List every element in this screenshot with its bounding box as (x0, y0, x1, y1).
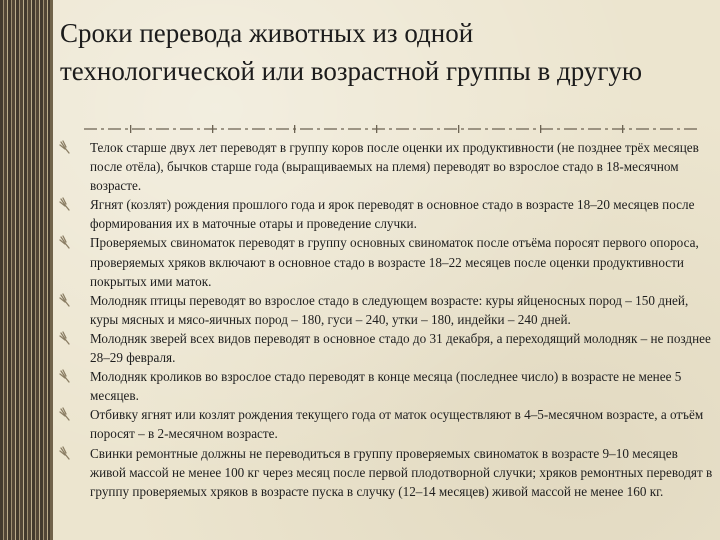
list-item-text: Проверяемых свиноматок переводят в группу основных свиноматок после отъёма поросят первого опороса, проверяемых хряков включают в основное стадо в возрасте 18–22 месяцев после оценки продуктивности покрытых ими маток. (90, 235, 699, 289)
list-item-text: Молодняк зверей всех видов переводят в основное стадо до 31 декабря, а переходящий молодняк – не позднее 28–29 февраля. (90, 330, 711, 366)
list-item (58, 291, 714, 329)
slide-title-line: технологической или возрастной группы в другую (60, 56, 643, 86)
list-item (58, 367, 714, 405)
list-item-text: Молодняк кроликов во взрослое стадо переводят в конце месяца (последнее число) в возрасте не менее 5 месяцев. (90, 369, 682, 404)
bullet-list (58, 138, 714, 501)
list-item (58, 444, 714, 501)
dashed-divider-icon (84, 124, 699, 134)
list-item-text: Отбивку ягнят или козлят рождения текущего года от маток осуществляют в 4–5-месячном возрасте, а отъём поросят – в 2-месячном возрасте. (90, 407, 704, 442)
list-item-text: Свинки ремонтные должны не переводиться в группу проверяемых свиноматок в возрасте 9–10 месяцев живой массой не менее 100 кг через месяц после первой плодотворной случки; хряков ремонтных переводят в группу проверяемых хряков в возрасте пуска в случку (12–14 месяцев) живой массой не менее 160 кг. (90, 445, 713, 499)
reed-bullet-icon (58, 369, 72, 383)
list-item (58, 405, 714, 443)
reed-bullet-icon (58, 293, 72, 307)
slide-title-line: Сроки перевода животных из одной (60, 18, 474, 48)
reed-bullet-icon (58, 140, 72, 154)
list-item (58, 233, 714, 290)
list-item (58, 329, 714, 367)
reed-bullet-icon (58, 235, 72, 249)
slide-title (60, 14, 710, 90)
list-item-text: Телок старше двух лет переводят в группу коров после оценки их продуктивности (не позднее трёх месяцев после отёла), бычков старше года (выращиваемых на племя) переводят во взрослое стадо в 18-месячном возрасте. (90, 140, 699, 194)
list-item-text: Ягнят (козлят) рождения прошлого года и ярок переводят в основное стадо в возрасте 18–20 месяцев после формирования их в маточные отары и проведение случки. (90, 197, 695, 232)
list-item (58, 195, 714, 233)
reed-bullet-icon (58, 446, 72, 460)
list-item (58, 138, 714, 195)
book-binding-strip (0, 0, 53, 540)
reed-bullet-icon (58, 407, 72, 421)
reed-bullet-icon (58, 197, 72, 211)
reed-bullet-icon (58, 331, 72, 345)
list-item-text: Молодняк птицы переводят во взрослое стадо в следующем возрасте: куры яйценосных пород – 150 дней, куры мясных и мясо-яичных пород – 180, гуси – 240, утки – 180, индейки – 240 дней. (90, 292, 689, 327)
